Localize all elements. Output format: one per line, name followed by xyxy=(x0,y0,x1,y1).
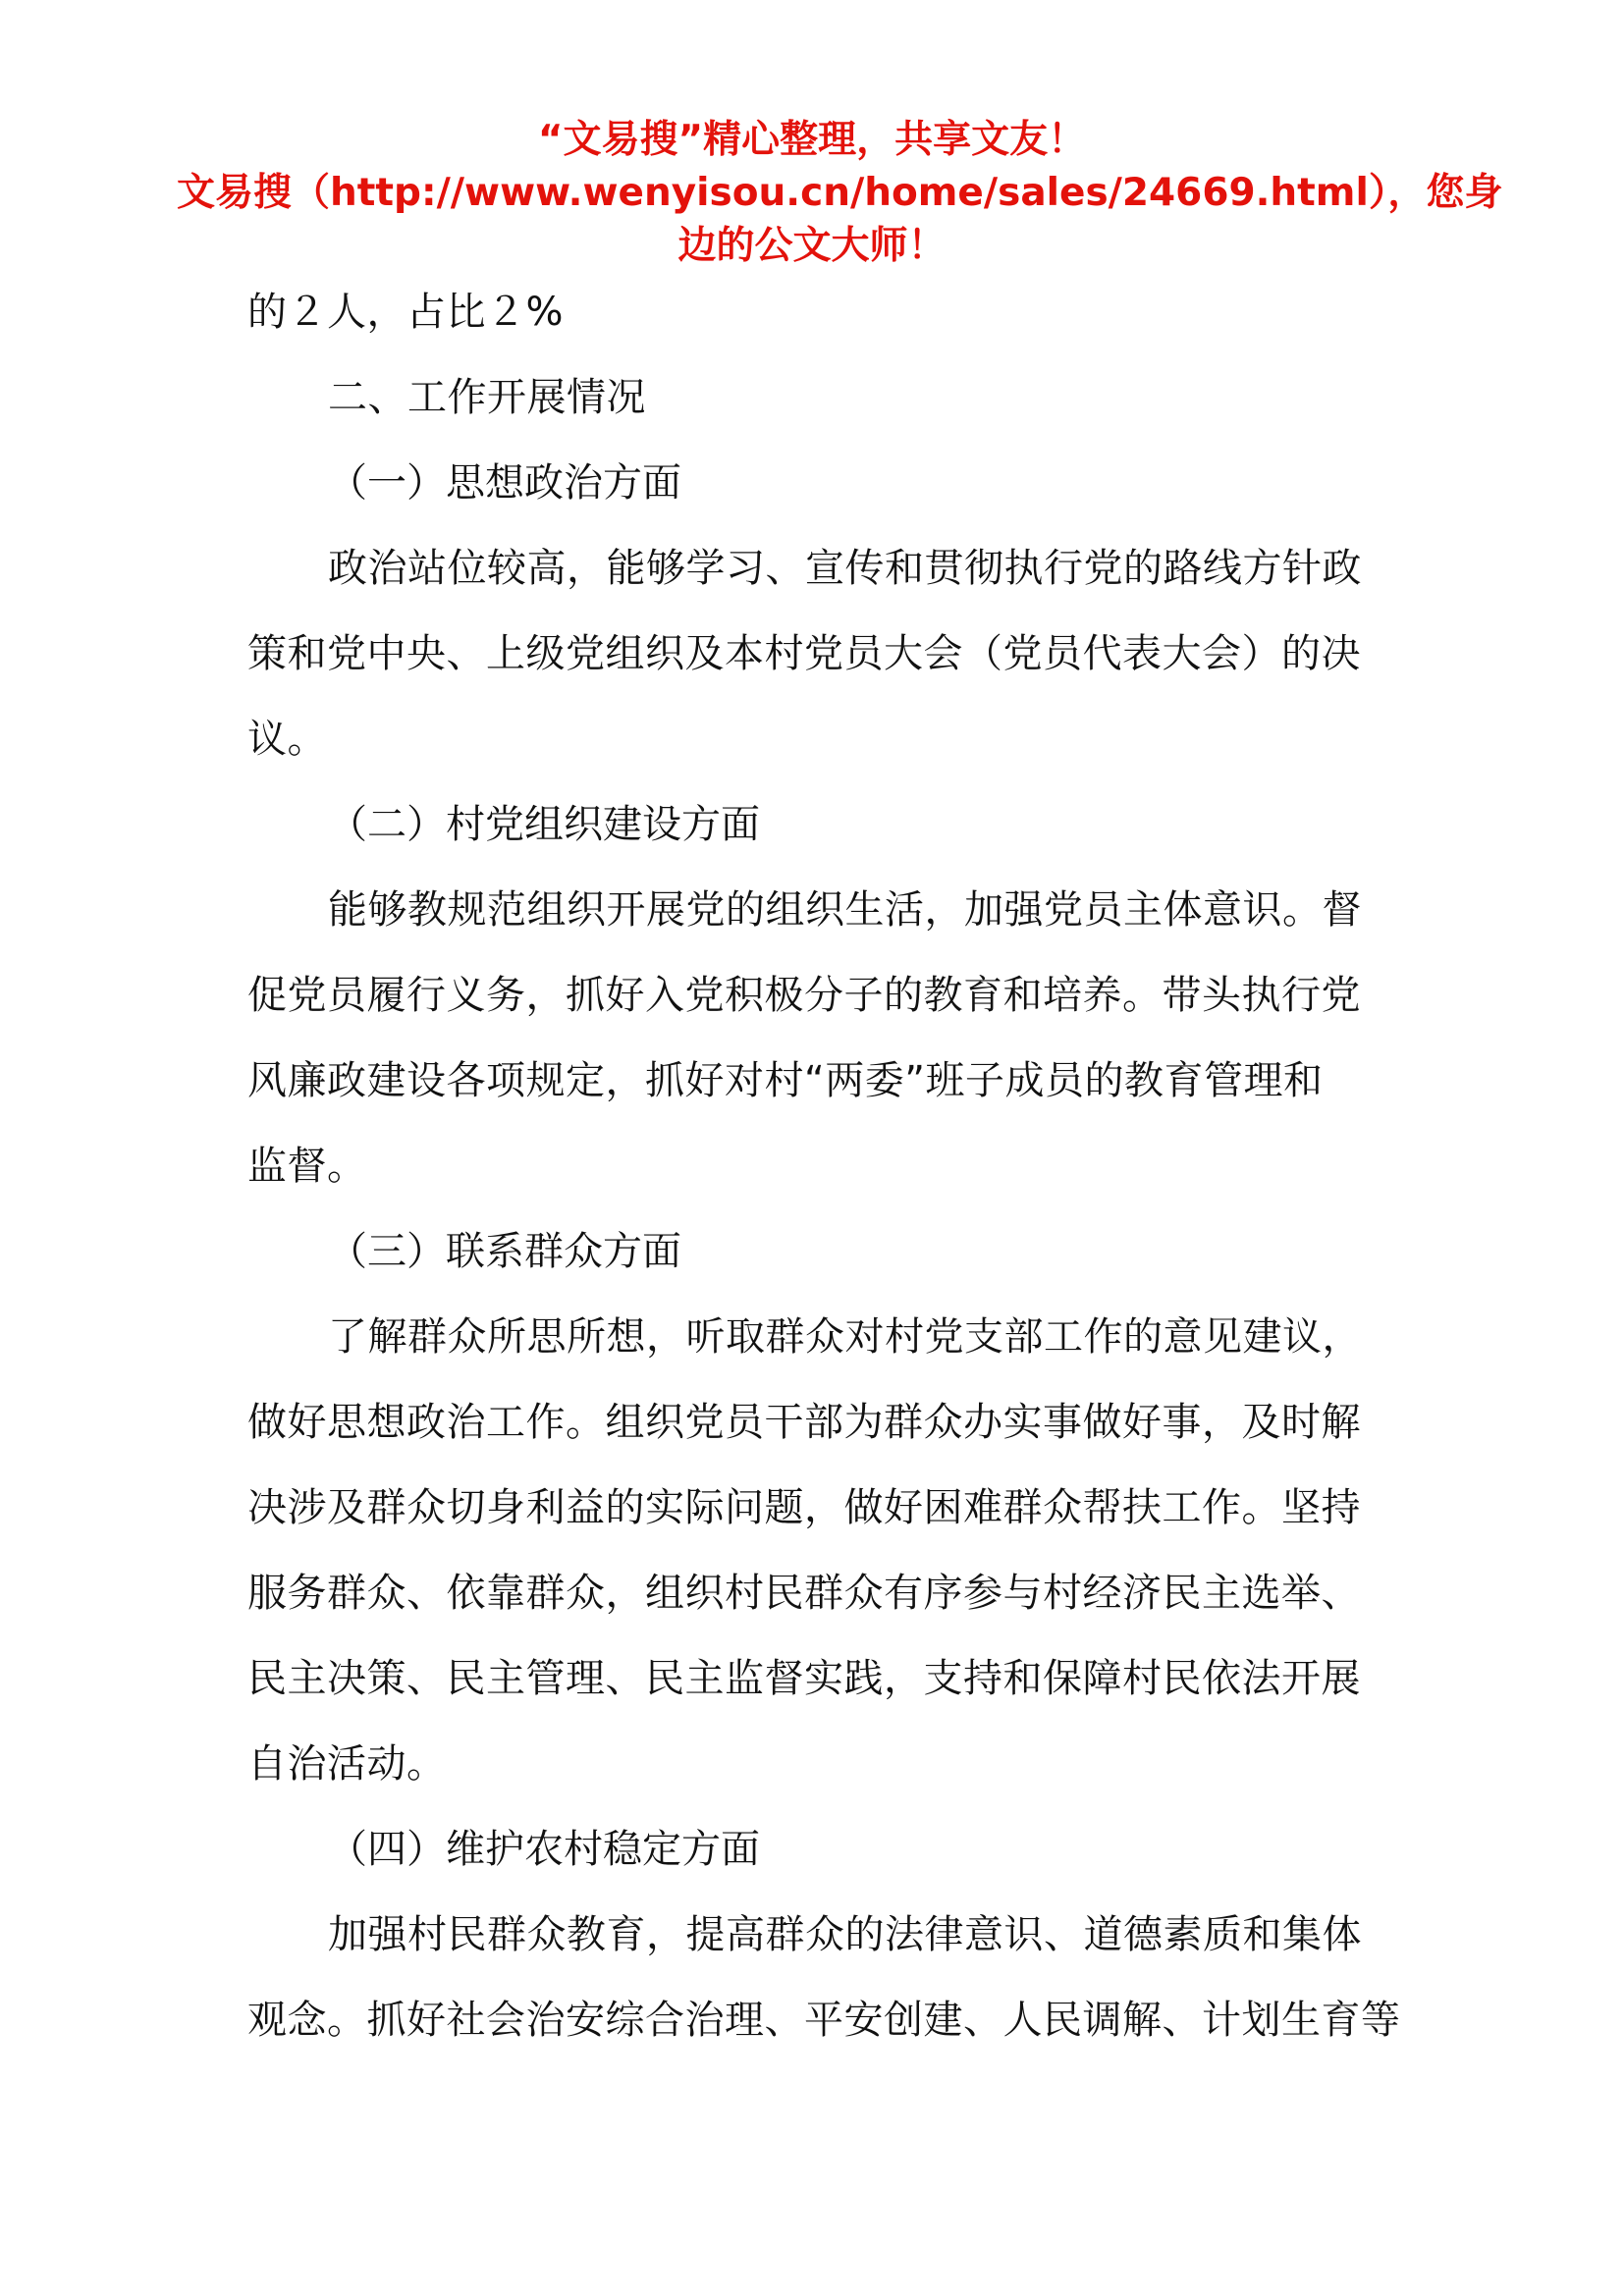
subsection-heading: （四）维护农村稳定方面 xyxy=(328,1827,760,1872)
header-line-1: “文易搜”精心整理，共享文友！ xyxy=(537,118,1087,162)
paragraph-line: 做好思想政治工作。组织党员干部为群众办实事做好事，及时解 xyxy=(247,1400,1361,1445)
header-line-3: 边的公文大师！ xyxy=(677,224,947,268)
paragraph-line: 促党员履行义务，抓好入党积极分子的教育和培养。带头执行党 xyxy=(247,973,1361,1018)
subsection-heading: （三）联系群众方面 xyxy=(328,1229,681,1274)
subsection-heading: （一）思想政治方面 xyxy=(328,460,681,506)
paragraph-line: 民主决策、民主管理、民主监督实践，支持和保障村民依法开展 xyxy=(247,1656,1361,1701)
section-heading: 二、工作开展情况 xyxy=(328,375,646,420)
paragraph-line: 了解群众所思所想，听取群众对村党支部工作的意见建议， xyxy=(328,1314,1362,1360)
paragraph-line: 加强村民群众教育，提高群众的法律意识、道德素质和集体 xyxy=(328,1912,1362,1957)
paragraph-line: 观念。抓好社会治安综合治理、平安创建、人民调解、计划生育等 xyxy=(247,1998,1401,2043)
paragraph-line: 决涉及群众切身利益的实际问题，做好困难群众帮扶工作。坚持 xyxy=(247,1485,1361,1530)
paragraph-line: 策和党中央、上级党组织及本村党员大会（党员代表大会）的决 xyxy=(247,631,1361,676)
paragraph-line: 政治站位较高，能够学习、宣传和贯彻执行党的路线方针政 xyxy=(328,546,1362,591)
paragraph-line: 监督。 xyxy=(247,1144,367,1189)
paragraph-line: 自治活动。 xyxy=(247,1741,447,1787)
paragraph-line: 能够教规范组织开展党的组织生活，加强党员主体意识。督 xyxy=(328,887,1362,933)
paragraph-line: 议。 xyxy=(247,717,327,762)
subsection-heading: （二）村党组织建设方面 xyxy=(328,802,760,847)
document-body xyxy=(247,270,1401,2063)
watermark-header xyxy=(177,114,1503,273)
paragraph-line: 风廉政建设各项规定，抓好对村“两委”班子成员的教育管理和 xyxy=(247,1058,1324,1103)
text-line: 的２人，占比２% xyxy=(247,290,565,335)
header-line-2: 文易搜（http://www.wenyisou.cn/home/sales/24669.html），您身 xyxy=(177,171,1503,215)
paragraph-line: 服务群众、依靠群众，组织村民群众有序参与村经济民主选举、 xyxy=(247,1571,1361,1616)
